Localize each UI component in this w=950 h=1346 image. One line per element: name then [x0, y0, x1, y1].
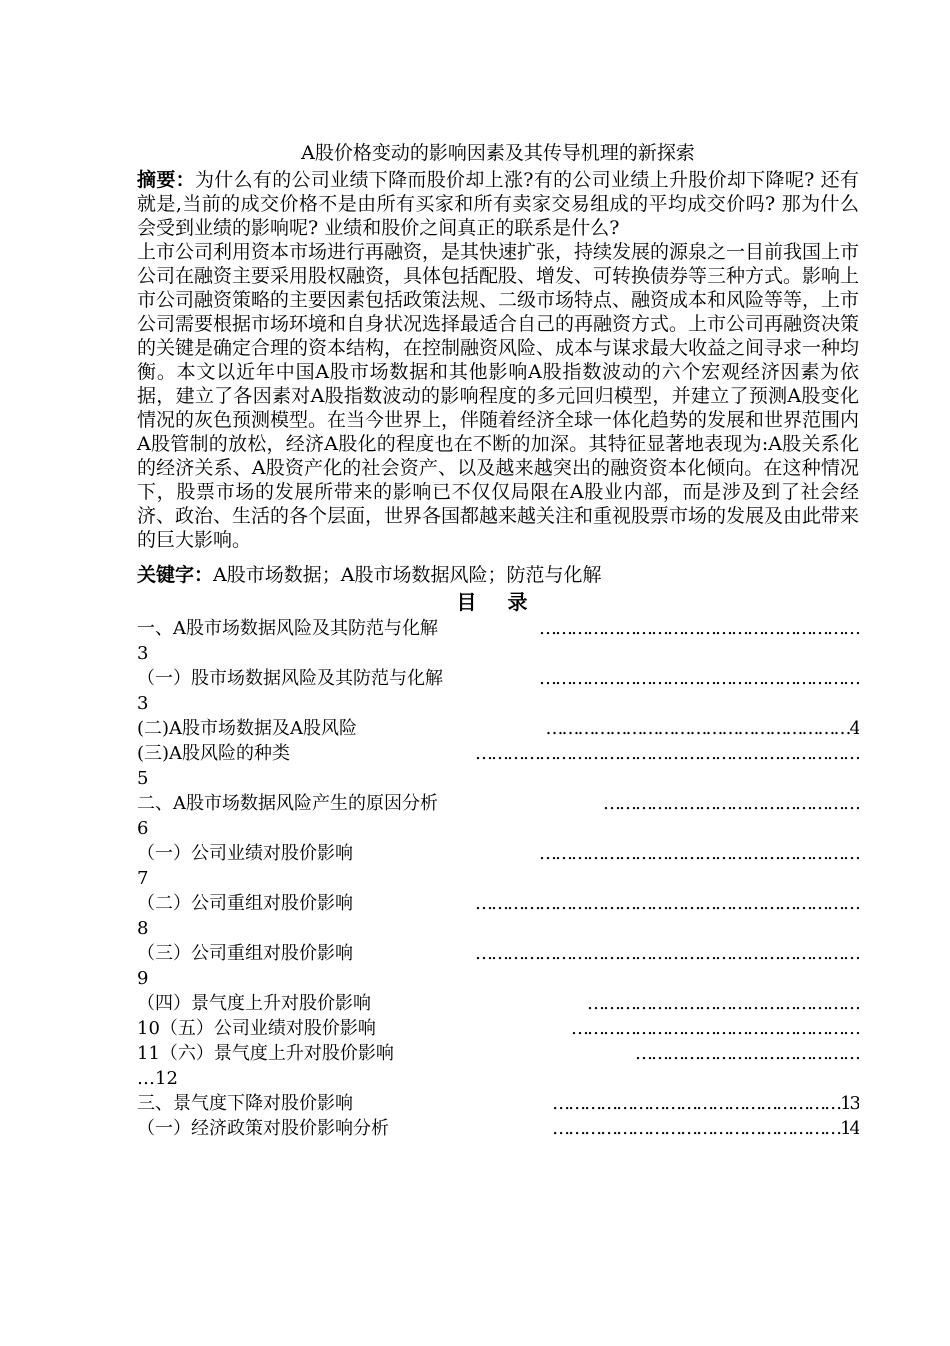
body-paragraph: 上市公司利用资本市场进行再融资，是其快速扩张，持续发展的源泉之一目前我国上市公司在融资主要采用股权融资，具体包括配股、增发、可转换债券等三种方式。影响上市公司融资策略的主要因素包括政策法规、二级市场特点、融资成本和风险等等，上市公司需要根据市场环境和自身状况选择最适合自己的再融资方式。上市公司再融资决策的关键是确定合理的资本结构，在控制融资风险、成本与谋求最大收益之间寻求一种均衡。本文以近年中国A股市场数据和其他影响A股指数波动的六个宏观经济因素为依据，建立了各因素对A股指数波动的影响程度的多元回归模型，并建立了预测A股变化情况的灰色预测模型。在当今世界上，伴随着经济全球一体化趋势的发展和世界范围内A股管制的放松，经济A股化的程度也在不断的加深。其特征显著地表现为:A股关系化的经济关系、A股资产化的社会资产、以及越来越突出的融资资本化倾向。在这种情况下，股票市场的发展所带来的影响已不仅仅局限在A股业内部，而是涉及到了社会经济、政治、生活的各个层面，世界各国都越来越关注和重视股票市场的发展及由此带来的巨大影响。: [137, 241, 860, 551]
toc-entry[interactable]: [137, 966, 859, 991]
abstract-label: 摘要：: [137, 169, 195, 191]
toc-leader-dots: ………………………………………………13: [552, 1093, 859, 1114]
toc-entry[interactable]: [137, 691, 859, 716]
toc-entry[interactable]: [137, 1016, 859, 1041]
toc-leader-dots: …………………………………………: [603, 793, 859, 814]
toc-entry[interactable]: [137, 991, 859, 1016]
toc-entry-text: 8: [137, 918, 149, 939]
toc-entry-text: （三）公司重组对股价影响: [137, 943, 353, 964]
toc-entry[interactable]: [137, 1091, 859, 1116]
toc-entry-text: (三)A股风险的种类: [137, 743, 291, 764]
toc-entry-text: 3: [137, 693, 149, 714]
keywords-label: 关键字：: [137, 564, 214, 586]
toc-heading: 目 录: [456, 590, 540, 614]
table-of-contents: [137, 616, 859, 1141]
toc-entry-text: 一、A股市场数据风险及其防范与化解: [137, 618, 438, 639]
toc-entry[interactable]: [137, 866, 859, 891]
toc-entry-text: 11（六）景气度上升对股价影响: [137, 1043, 394, 1064]
toc-leader-dots: ………………………………………………: [571, 1018, 859, 1039]
toc-entry[interactable]: [137, 641, 859, 666]
toc-leader-dots: ………………………………………………………………: [475, 743, 859, 764]
toc-entry[interactable]: [137, 791, 859, 816]
toc-entry[interactable]: [137, 1116, 859, 1141]
toc-entry[interactable]: [137, 766, 859, 791]
toc-leader-dots: ……………………………………………………: [539, 668, 859, 689]
toc-entry-text: （一）经济政策对股价影响分析: [137, 1118, 389, 1139]
abstract-paragraph: [137, 168, 859, 240]
toc-entry[interactable]: [137, 841, 859, 866]
toc-entry-text: （一）公司业绩对股价影响: [137, 843, 353, 864]
toc-entry-text: 三、景气度下降对股价影响: [137, 1093, 353, 1114]
toc-entry[interactable]: [137, 1041, 859, 1066]
toc-entry-text: （一）股市场数据风险及其防范与化解: [137, 668, 443, 689]
toc-leader-dots: ……………………………………………………: [539, 618, 859, 639]
toc-entry-text: 6: [137, 818, 149, 839]
toc-entry[interactable]: [137, 666, 859, 691]
toc-entry-text: 二、A股市场数据风险产生的原因分析: [137, 793, 438, 814]
toc-entry[interactable]: [137, 616, 859, 641]
toc-entry-text: (二)A股市场数据及A股风险: [137, 718, 358, 739]
toc-entry-text: 3: [137, 643, 149, 664]
toc-leader-dots: ……………………………………………: [587, 993, 859, 1014]
toc-entry-text: 5: [137, 768, 149, 789]
toc-leader-dots: ……………………………………………………: [539, 843, 859, 864]
toc-entry-text: （四）景气度上升对股价影响: [137, 993, 371, 1014]
toc-leader-dots: ……………………………………: [635, 1043, 859, 1064]
toc-entry[interactable]: [137, 1066, 859, 1091]
toc-entry[interactable]: [137, 741, 859, 766]
toc-leader-dots: ………………………………………………………………: [475, 943, 859, 964]
toc-leader-dots: …………………………………………………4: [545, 718, 859, 739]
document-title: A股价格变动的影响因素及其传导机理的新探索: [301, 142, 695, 164]
toc-leader-dots: ………………………………………………14: [552, 1118, 859, 1139]
document-page: [137, 140, 859, 1141]
toc-leader-dots: ………………………………………………………………: [475, 893, 859, 914]
toc-entry[interactable]: [137, 941, 859, 966]
toc-entry-text: 10（五）公司业绩对股价影响: [137, 1018, 376, 1039]
abstract-text: 为什么有的公司业绩下降而股价却上涨?有的公司业绩上升股价却下降呢? 还有就是,当前的成交价格不是由所有买家和所有卖家交易组成的平均成交价吗? 那为什么会受到业绩的影响呢? 业绩和股价之间真正的联系是什么?: [137, 169, 859, 239]
toc-entry[interactable]: [137, 816, 859, 841]
keywords-text: A股市场数据；A股市场数据风险；防范与化解: [213, 564, 602, 586]
keywords-line: [137, 562, 859, 588]
toc-entry-text: 7: [137, 868, 149, 889]
toc-entry[interactable]: [137, 716, 859, 741]
toc-entry[interactable]: [137, 891, 859, 916]
toc-entry-text: （二）公司重组对股价影响: [137, 893, 353, 914]
toc-entry[interactable]: [137, 916, 859, 941]
toc-entry-text: 9: [137, 968, 149, 989]
toc-entry-text: …12: [137, 1068, 178, 1089]
